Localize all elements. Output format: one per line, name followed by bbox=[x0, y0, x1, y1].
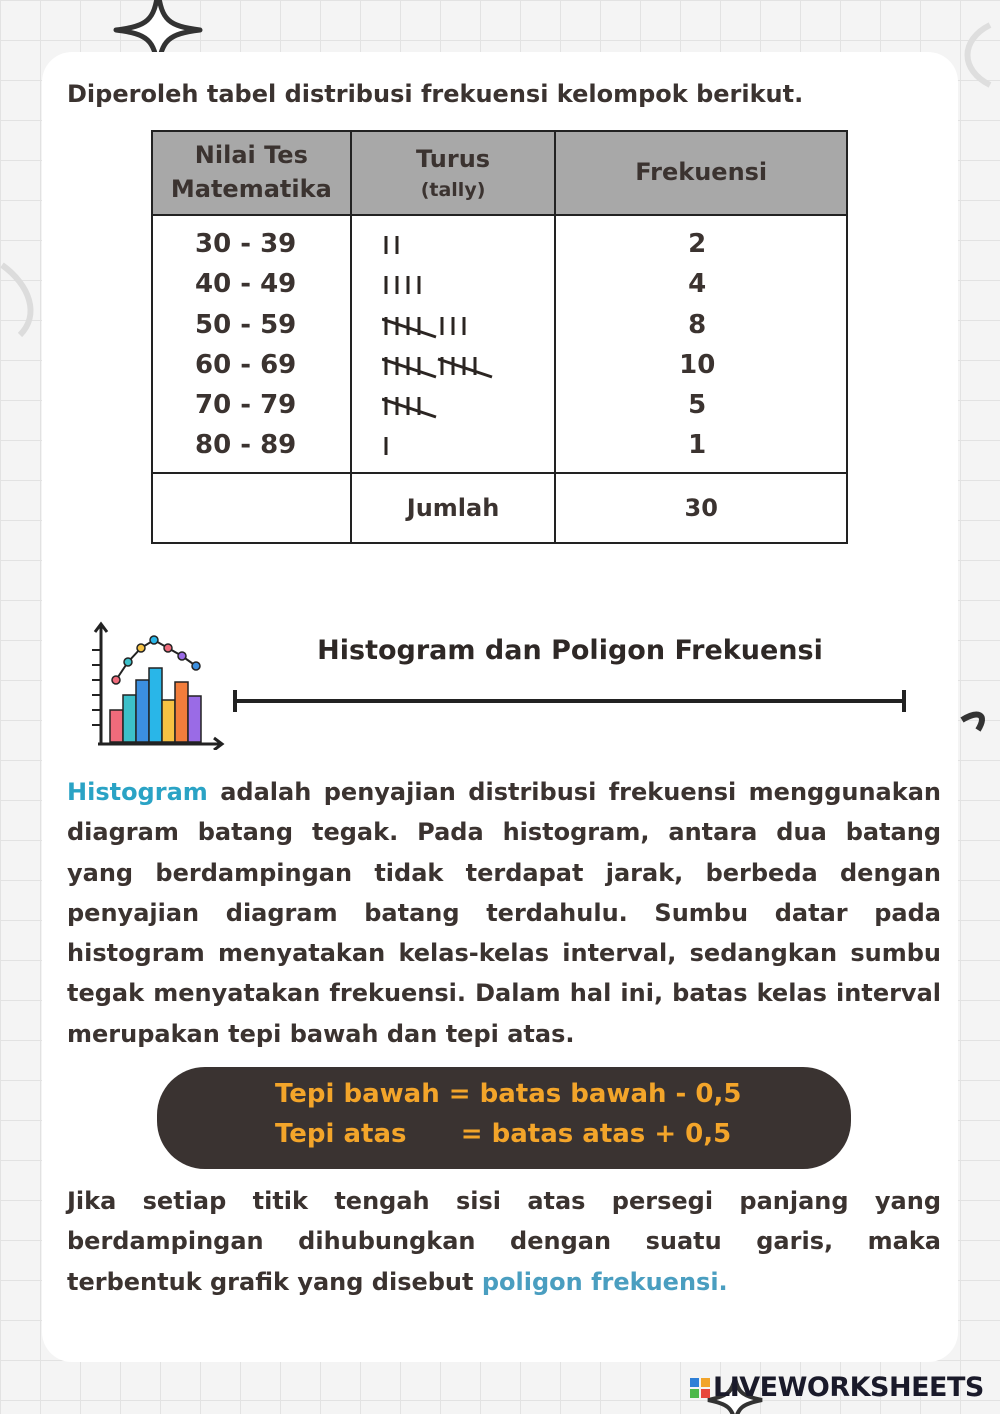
frequency-cell: 8 bbox=[688, 309, 707, 340]
frequency-cell: 2 bbox=[688, 229, 707, 259]
decorative-swirl-icon bbox=[958, 700, 1000, 750]
total-value: 30 bbox=[555, 473, 847, 543]
formula-box bbox=[157, 1067, 851, 1169]
poligon-definition: Jika setiap titik tengah sisi atas persegi panjang yang berdampingan dihubungkan dengan suatu garis, maka terbentuk grafik yang disebut bbox=[67, 1187, 941, 1296]
tally-marks-icon bbox=[382, 264, 532, 304]
tally-marks-icon bbox=[382, 425, 532, 465]
section-title: Histogram dan Poligon Frekuensi bbox=[317, 635, 823, 666]
liveworksheets-logo[interactable] bbox=[690, 1372, 984, 1403]
total-empty-cell bbox=[152, 473, 351, 543]
histogram-definition: adalah penyajian distribusi frekuensi menggunakan diagram batang tegak. Pada histogram, antara dua batang yang berdampingan tidak terdapat jarak, berbeda dengan penyajian diagram batang terdahulu. Sumbu datar pada histogram menyatakan kelas-kelas interval, sedangkan sumbu tegak menyatakan frekuensi. Dalam hal ini, batas kelas interval merupakan tepi bawah dan tepi atas. bbox=[67, 778, 941, 1048]
formula-tepi-atas: Tepi atas = batas atas + 0,5 bbox=[275, 1119, 732, 1149]
tally-cell bbox=[382, 425, 555, 465]
logo-text: LIVEWORKSHEETS bbox=[713, 1372, 984, 1403]
interval-cell: 50 - 59 bbox=[195, 309, 297, 340]
frequency-cell: 5 bbox=[688, 390, 707, 421]
frequency-column bbox=[555, 215, 847, 473]
tally-cell bbox=[382, 385, 555, 425]
tally-cell bbox=[382, 224, 555, 264]
frequency-cell: 10 bbox=[679, 349, 716, 380]
tally-column bbox=[351, 215, 556, 473]
interval-cell: 80 - 89 bbox=[195, 430, 297, 461]
tally-cell bbox=[382, 264, 555, 304]
interval-column bbox=[152, 215, 351, 473]
tally-marks-icon bbox=[382, 345, 532, 385]
frequency-cell: 1 bbox=[688, 430, 707, 461]
tally-marks-icon bbox=[382, 305, 532, 345]
header-nilai: Nilai Tes Matematika bbox=[152, 131, 351, 215]
tally-cell bbox=[382, 305, 555, 345]
tally-cell bbox=[382, 345, 555, 385]
tally-marks-icon bbox=[382, 224, 532, 264]
liveworksheets-logo-icon bbox=[690, 1378, 710, 1398]
header-frekuensi: Frekuensi bbox=[555, 131, 847, 215]
histogram-term: Histogram bbox=[67, 778, 208, 806]
interval-cell: 60 - 69 bbox=[195, 349, 297, 380]
interval-cell: 70 - 79 bbox=[195, 390, 297, 421]
title-underline-divider bbox=[232, 688, 908, 714]
total-label: Jumlah bbox=[351, 473, 556, 543]
poligon-paragraph bbox=[67, 1181, 941, 1302]
header-turus: Turus (tally) bbox=[351, 131, 556, 215]
intro-text: Diperoleh tabel distribusi frekuensi kelompok berikut. bbox=[67, 80, 804, 108]
poligon-term: poligon frekuensi. bbox=[481, 1267, 728, 1296]
histogram-paragraph bbox=[67, 772, 941, 1054]
tally-marks-icon bbox=[382, 385, 532, 425]
interval-cell: 40 - 49 bbox=[195, 269, 297, 300]
sparkle-star-icon bbox=[108, 0, 208, 58]
formula-tepi-bawah: Tepi bawah = batas bawah - 0,5 bbox=[275, 1079, 742, 1109]
histogram-chart-icon bbox=[86, 620, 226, 750]
interval-cell: 30 - 39 bbox=[195, 229, 297, 259]
frequency-table bbox=[151, 130, 848, 544]
frequency-cell: 4 bbox=[688, 269, 707, 300]
